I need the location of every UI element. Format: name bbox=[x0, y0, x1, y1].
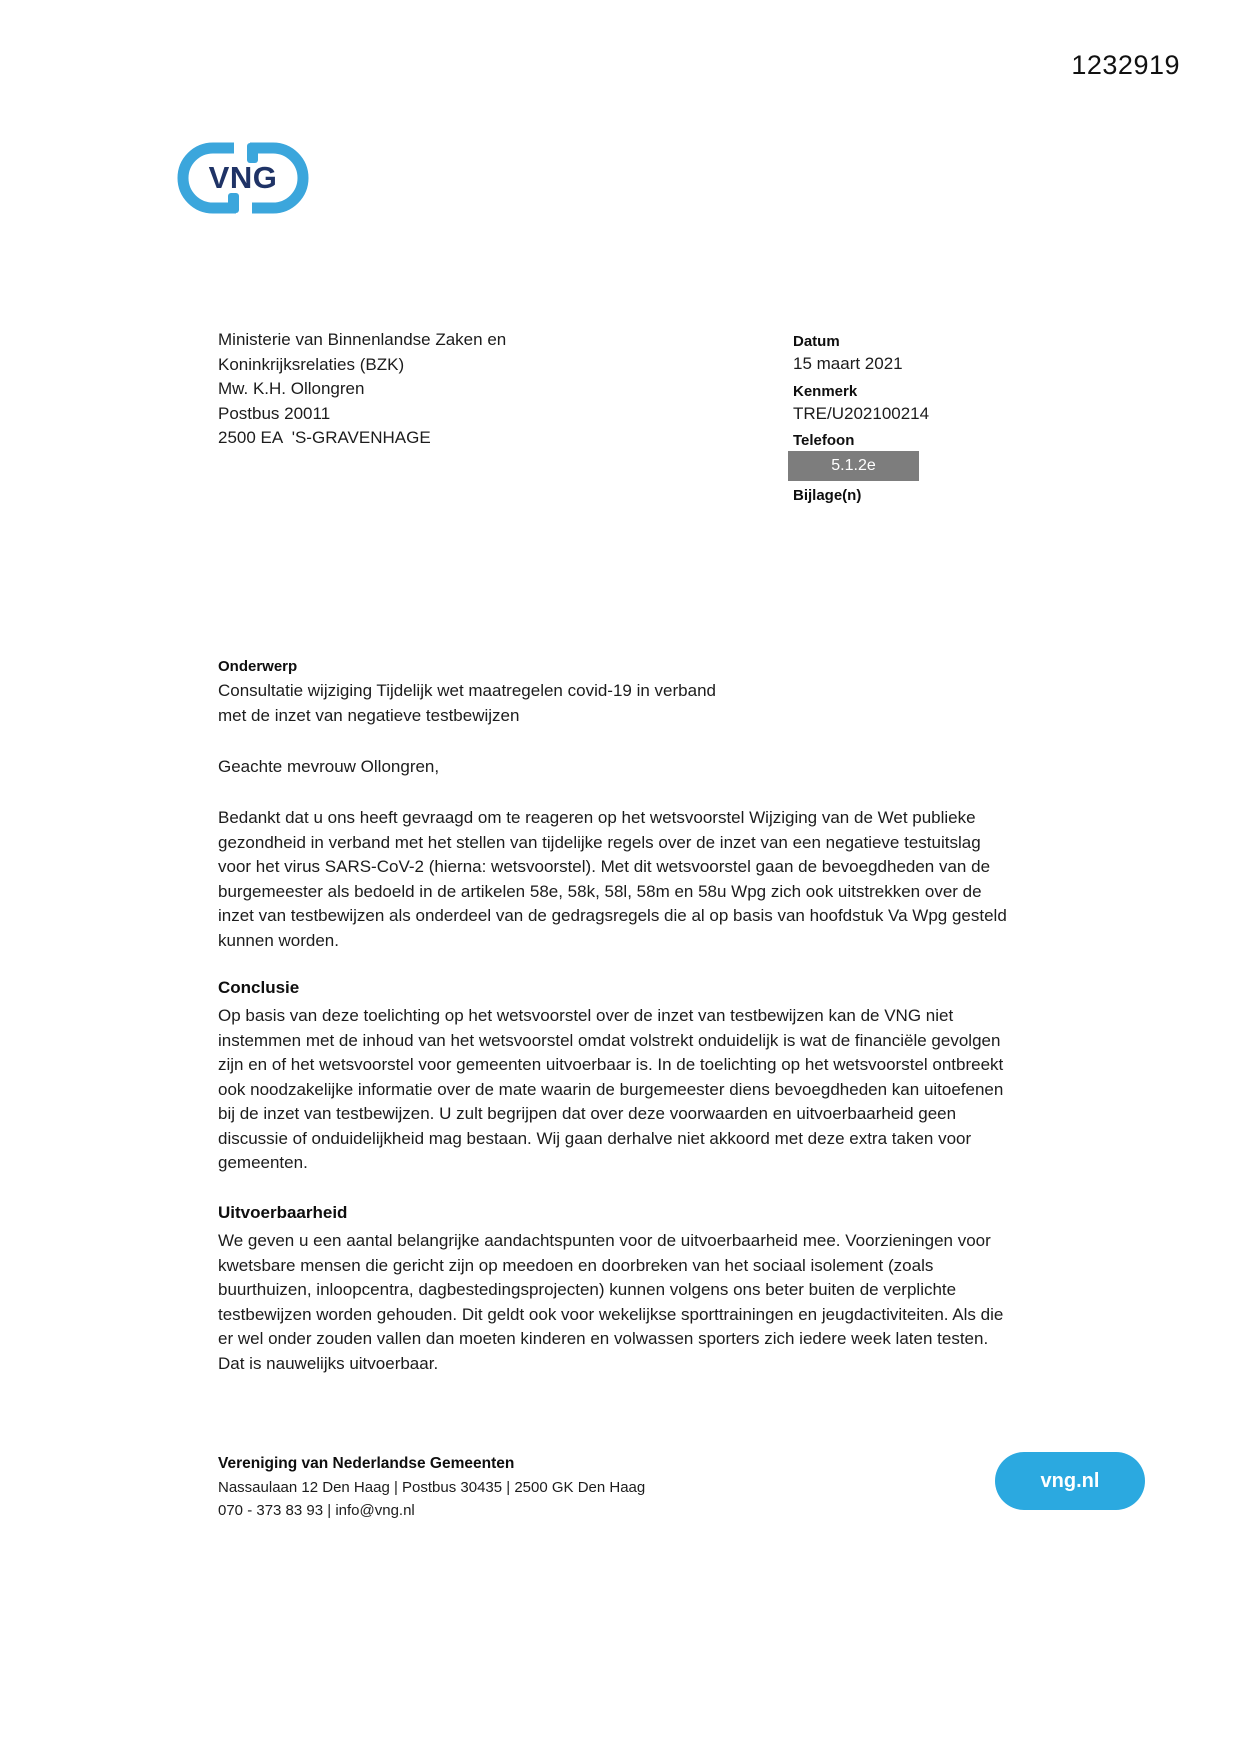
bijlage-label: Bijlage(n) bbox=[793, 487, 862, 504]
vng-nl-badge: vng.nl bbox=[995, 1452, 1145, 1510]
subject-text: Consultatie wijziging Tijdelijk wet maatregelen covid-19 in verband met de inzet van negatieve testbewijzen bbox=[218, 681, 716, 725]
telefoon-label: Telefoon bbox=[793, 432, 855, 449]
recipient-line: Postbus 20011 bbox=[218, 403, 331, 423]
kenmerk-label: Kenmerk bbox=[793, 383, 858, 400]
conclusie-heading: Conclusie bbox=[218, 978, 300, 997]
document-number: 1232919 bbox=[1071, 50, 1180, 80]
datum-label: Datum bbox=[793, 333, 840, 350]
footer-contact: 070 - 373 83 93 | info@vng.nl bbox=[218, 1502, 415, 1519]
body-paragraph-intro: Bedankt dat u ons heeft gevraagd om te reageren op het wetsvoorstel Wijziging van de Wet publieke gezondheid in verband met het stellen van tijdelijke regels over de inzet van een negatieve testuitslag voor het virus SARS-CoV-2 (hierna: wetsvoorstel). Met dit wetsvoorstel gaan de bevoegdheden van de burgemeester als bedoeld in de artikelen 58e, 58k, 58l, 58m en 58u Wpg zich ook uitstrekken over de inzet van testbewijzen als onderdeel van de gedragsregels die al op basis van hoofdstuk Va Wpg gesteld kunnen worden. bbox=[218, 808, 1007, 950]
body-paragraph-conclusie: Op basis van deze toelichting op het wetsvoorstel over de inzet van testbewijzen kan de VNG niet instemmen met de inhoud van het wetsvoorstel omdat volstrekt onduidelijk is wat de financiële gevolgen zijn en of het wetsvoorstel voor gemeenten uitvoerbaar is. In de toelichting op het wetsvoorstel ontbreekt ook noodzakelijke informatie over de mate waarin de burgemeester diens bevoegdheden kan uitoefenen bij de inzet van testbewijzen. U zult begrijpen dat over deze voorwaarden en uitvoerbaarheid geen discussie of onduidelijkheid mag bestaan. Wij gaan derhalve niet akkoord met deze extra taken voor gemeenten. bbox=[218, 1006, 1004, 1172]
recipient-line: Ministerie van Binnenlandse Zaken en bbox=[218, 330, 507, 349]
vng-logo-text: VNG bbox=[208, 160, 278, 195]
footer-address: Nassaulaan 12 Den Haag | Postbus 30435 | 2500 GK Den Haag bbox=[218, 1478, 646, 1496]
telefoon-redaction-box: 5.1.2e bbox=[788, 451, 919, 481]
datum-value: 15 maart 2021 bbox=[793, 354, 903, 373]
footer-org-name: Vereniging van Nederlandse Gemeenten bbox=[218, 1455, 515, 1472]
recipient-address-block bbox=[218, 328, 506, 451]
kenmerk-value: TRE/U202100214 bbox=[793, 404, 930, 423]
recipient-line: Koninkrijksrelaties (BZK) bbox=[218, 354, 405, 374]
body-paragraph-uitvoerbaarheid: We geven u een aantal belangrijke aandachtspunten voor de uitvoerbaarheid mee. Voorzieningen voor kwetsbare mensen die gericht zijn op meedoen en doorbreken van het sociaal isolement (zoals buurthuizen, inloopcentra, dagbestedingsprojecten) kunnen volgens ons beter buiten de verplichte testbewijzen worden gehouden. Dit geldt ook voor wekelijkse sporttrainingen en jeugdactiviteiten. Als die er wel onder zouden vallen dan moeten kinderen en volwassen sporters zich iedere week laten testen. Dat is nauwelijks uitvoerbaar. bbox=[218, 1231, 1004, 1373]
footer-block bbox=[218, 1452, 645, 1523]
recipient-line: Mw. K.H. Ollongren bbox=[218, 379, 365, 398]
vng-logo bbox=[177, 142, 309, 214]
onderwerp-label: Onderwerp bbox=[218, 658, 298, 675]
recipient-line: 2500 EA 'S-GRAVENHAGE bbox=[218, 428, 431, 447]
uitvoerbaarheid-heading: Uitvoerbaarheid bbox=[218, 1203, 348, 1222]
salutation: Geachte mevrouw Ollongren, bbox=[218, 757, 440, 776]
